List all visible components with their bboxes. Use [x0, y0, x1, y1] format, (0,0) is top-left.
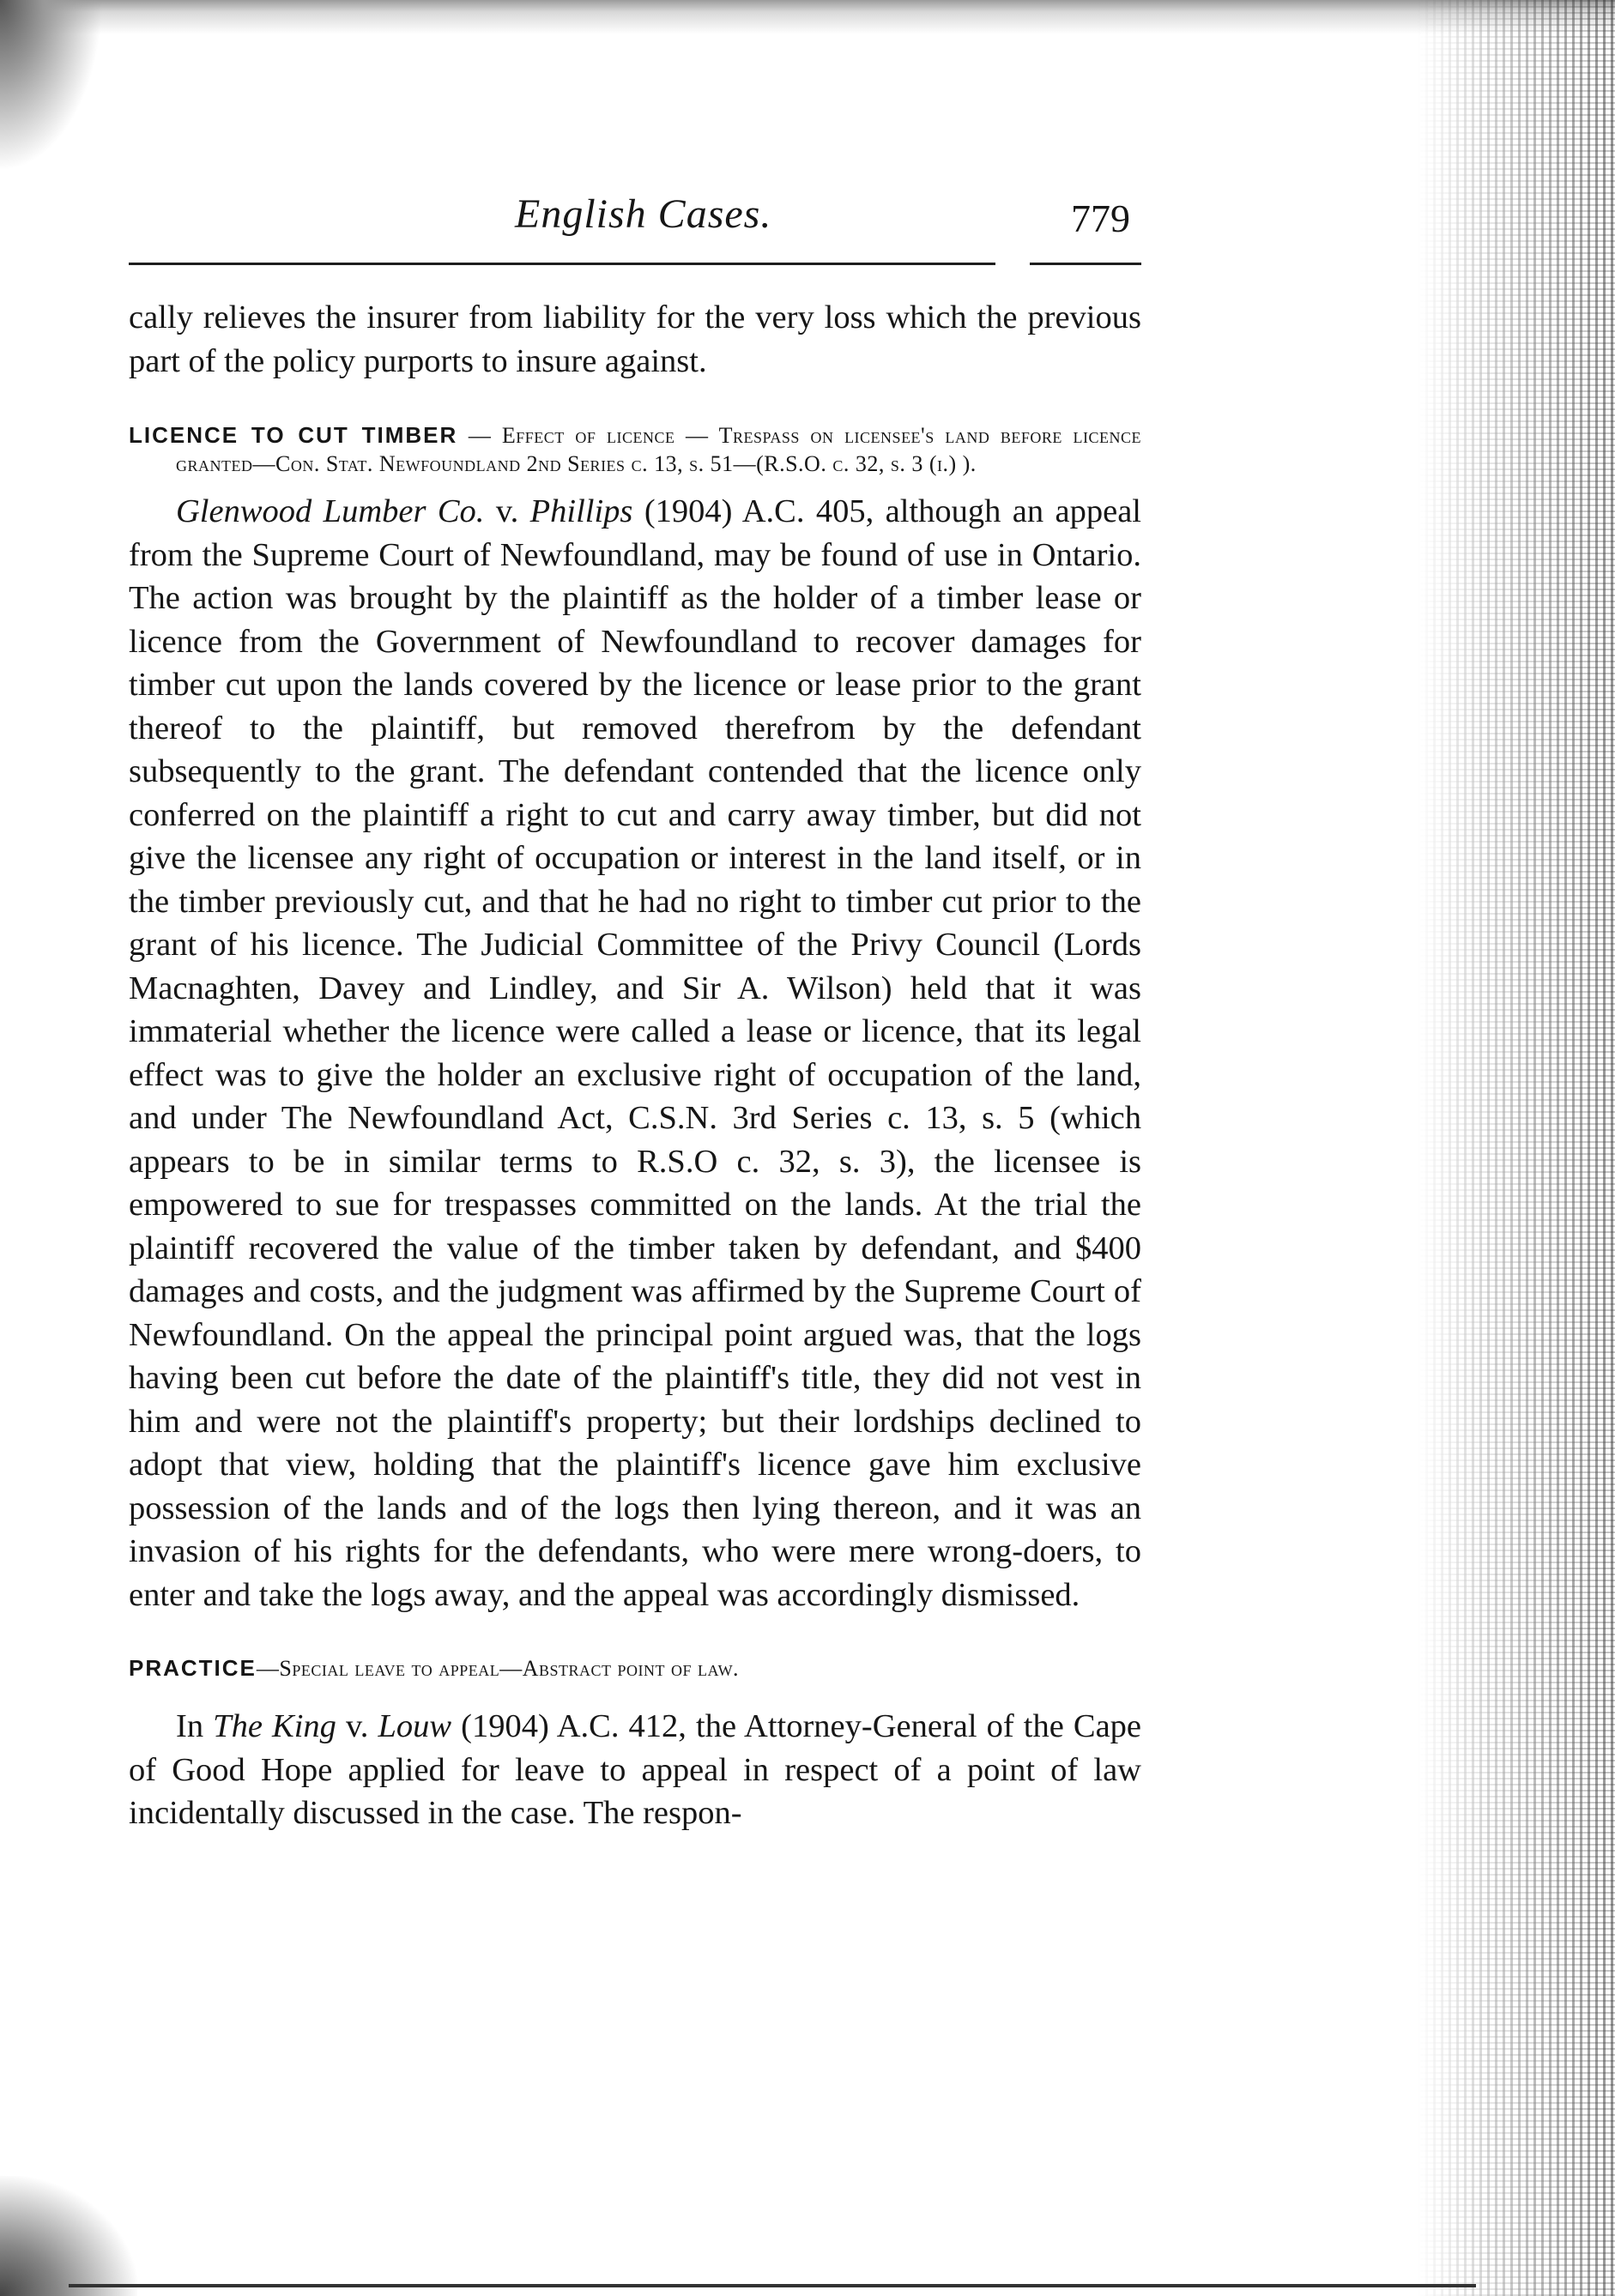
heading-lead: LICENCE TO CUT TIMBER — [129, 422, 458, 448]
case-body: (1904) A.C. 412, the Attorney-General of the Cape of Good Hope applied for leave to appeal in respect of a point of law incidentally discussed in the case. The respon- — [129, 1708, 1142, 1831]
continued-paragraph: cally relieves the insurer from liability for the very loss which the previous part of the policy purports to insure against. — [129, 299, 1141, 379]
scan-corner-top-left — [0, 0, 103, 172]
scan-edge-right — [1418, 0, 1615, 2296]
scan-bottom-line — [69, 2284, 1476, 2287]
heading-subtitle: —Special leave to appeal—Abstract point of law. — [256, 1656, 740, 1681]
heading-lead: PRACTICE — [129, 1655, 257, 1681]
running-head: English Cases. — [515, 191, 772, 237]
case-name-defendant: Phillips — [529, 493, 633, 529]
case-name-defendant: Louw — [378, 1708, 452, 1744]
scan-edge-top — [0, 0, 1615, 34]
heading-subtitle: — Effect of licence — Trespass on licensee's land before licence granted—Con. Stat. Newfoundland 2nd Series c. 13, s. 51—(R.S.O. c. 32, s. 3 (i.) ). — [176, 423, 1141, 476]
case-name-plaintiff: Glenwood Lumber Co. — [176, 493, 485, 529]
header-rule — [129, 263, 995, 265]
section-heading-practice — [129, 1654, 1141, 1683]
case-body: (1904) A.C. 405, although an appeal from the Supreme Court of Newfoundland, may be found of use in Ontario. The action was brought by the plaintiff as the holder of a timber lease or licence from the Government of Newfoundland to recover damages for timber cut upon the lands covered by the licence or lease prior to the grant thereof to the plaintiff, but removed therefrom by the defendant subsequently to the grant. The defendant contended that the licence only conferred on the plaintiff a right to cut and carry away timber, but did not give the licensee any right of occupation or interest in the land itself, or in the timber previously cut, and that he had no right to timber cut prior to the grant of his licence. The Judicial Committee of the Privy Council (Lords Macnaghten, Davey and Lindley, and Sir A. Wilson) held that it was immaterial whether the licence were called a lease or licence, that its legal effect was to give the holder an exclusive right of occupation of the land, and under The Newfoundland Act, C.S.N. 3rd Series c. 13, s. 5 (which appears to be in similar terms to R.S.O c. 32, s. 3), the licensee is empowered to sue for trespasses committed on the lands. At the trial the plaintiff recovered the value of the timber taken by defendant, and $400 damages and costs, and the judgment was affirmed by the Supreme Court of Newfoundland. On the appeal the principal point argued was, that the logs having been cut before the date of the plaintiff's title, they did not vest in him and were not the plaintiff's property; but their lordships declined to adopt that view, holding that the plaintiff's licence gave him exclusive possession of the lands and of the logs then lying thereon, and it was an invasion of his rights for the defendants, who were mere wrong-doers, to enter and take the logs away, and the appeal was accordingly dismissed. — [129, 493, 1141, 1613]
case-name-plaintiff: The King — [213, 1708, 336, 1744]
scan-corner-bottom-left — [0, 2176, 137, 2296]
page-body — [129, 296, 1141, 1835]
page-number: 779 — [1071, 196, 1130, 240]
page-number-rule — [1030, 263, 1141, 265]
section-heading-licence-to-cut-timber — [129, 421, 1141, 478]
case-paragraph-glenwood: Glenwood Lumber Co. v. Phillips (1904) A.C. 405, although an appeal from the Supreme Court of Newfoundland, may be found of use in Ontario. The action was brought by the plaintiff as the holder of a timber lease or licence from the Government of Newfoundland to recover damages for timber cut upon the lands covered by the licence or lease prior to the grant thereof to the plaintiff, but removed therefrom by the defendant subsequently to the grant. The defendant contended that the licence only conferred on the plaintiff a right to cut and carry away timber, but did not give the licensee any right of occupation or interest in the land itself, or in the timber previously cut, and that he had no right to timber cut prior to the grant of his licence. The Judicial Committee of the Privy Council (Lords Macnaghten, Davey and Lindley, and Sir A. Wilson) held that it was immaterial whether the licence were called a lease or licence, that its legal effect was to give the holder an exclusive right of occupation of the land, and under The Newfoundland Act, C.S.N. 3rd Series c. 13, s. 5 (which appears to be in similar terms to R.S.O c. 32, s. 3), the licensee is empowered to sue for trespasses committed on the lands. At the trial the plaintiff recovered the value of the timber taken by defendant, and $400 damages and costs, and the judgment was affirmed by the Supreme Court of Newfoundland. On the appeal the principal point argued was, that the logs having been cut before the date of the plaintiff's title, they did not vest in him and were not the plaintiff's property; but their lordships declined to adopt that view, holding that the plaintiff's licence gave him exclusive possession of the lands and of the logs then lying thereon, and it was an invasion of his rights for the defendants, who were mere wrong-doers, to enter and take the logs away, and the appeal was accordingly dismissed. — [129, 493, 1141, 1613]
case-paragraph-king-v-louw: In The King v. Louw (1904) A.C. 412, the Attorney-General of the Cape of Good Hope applied for leave to appeal in respect of a point of law incidentally discussed in the case. The respon- — [129, 1708, 1142, 1831]
page-header — [129, 190, 1141, 259]
